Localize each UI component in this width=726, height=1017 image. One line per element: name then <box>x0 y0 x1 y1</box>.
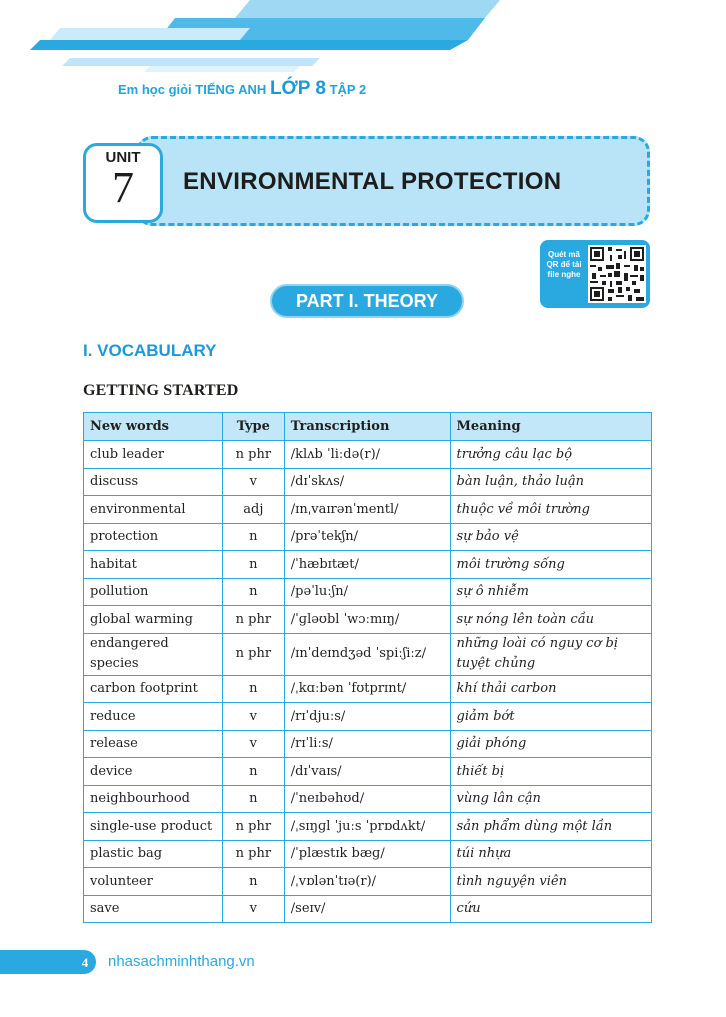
cell-word: neighbourhood <box>84 785 223 813</box>
cell-type: n <box>222 675 284 703</box>
header-stripes-decoration <box>0 0 726 90</box>
table-body <box>84 441 652 923</box>
cell-transcription: /rɪˈliːs/ <box>284 730 450 758</box>
cell-meaning: sự nóng lên toàn cầu <box>450 606 651 634</box>
cell-type: v <box>222 703 284 731</box>
cell-word: release <box>84 730 223 758</box>
header-type: Type <box>222 413 284 441</box>
cell-word: global warming <box>84 606 223 634</box>
book-prefix: Em học giỏi TIẾNG ANH <box>118 82 267 97</box>
header-new-words: New words <box>84 413 223 441</box>
table-row <box>84 578 652 606</box>
cell-word: single-use product <box>84 813 223 841</box>
sub-heading: GETTING STARTED <box>83 382 239 399</box>
unit-number-badge <box>83 143 163 223</box>
cell-transcription: /prəˈtekʃn/ <box>284 523 450 551</box>
cell-meaning: túi nhựa <box>450 840 651 868</box>
cell-type: v <box>222 468 284 496</box>
table-row <box>84 703 652 731</box>
cell-type: adj <box>222 496 284 524</box>
cell-transcription: /klʌb ˈliːdə(r)/ <box>284 441 450 469</box>
cell-type: n <box>222 578 284 606</box>
cell-meaning: khí thải carbon <box>450 675 651 703</box>
qr-code-icon[interactable] <box>588 245 646 303</box>
table-row <box>84 468 652 496</box>
part-title: PART I. THEORY <box>270 284 464 318</box>
table-row <box>84 785 652 813</box>
cell-type: v <box>222 730 284 758</box>
book-volume: TẬP 2 <box>329 82 367 97</box>
table-row <box>84 675 652 703</box>
cell-meaning: giảm bớt <box>450 703 651 731</box>
table-row <box>84 606 652 634</box>
cell-meaning: sản phẩm dùng một lần <box>450 813 651 841</box>
cell-word: carbon footprint <box>84 675 223 703</box>
cell-type: v <box>222 895 284 923</box>
cell-type: n <box>222 551 284 579</box>
cell-word: pollution <box>84 578 223 606</box>
cell-type: n phr <box>222 633 284 675</box>
cell-type: n phr <box>222 813 284 841</box>
header-transcription: Transcription <box>284 413 450 441</box>
unit-title: ENVIRONMENTAL PROTECTION <box>183 168 562 195</box>
book-series-title <box>118 78 366 100</box>
header-meaning: Meaning <box>450 413 651 441</box>
cell-transcription: /ˈhæbɪtæt/ <box>284 551 450 579</box>
cell-meaning: sự ô nhiễm <box>450 578 651 606</box>
cell-word: device <box>84 758 223 786</box>
cell-word: endangered species <box>84 633 223 675</box>
cell-meaning: thuộc về môi trường <box>450 496 651 524</box>
cell-meaning: cứu <box>450 895 651 923</box>
footer-website-link[interactable]: nhasachminhthang.vn <box>108 953 255 970</box>
cell-word: save <box>84 895 223 923</box>
cell-type: n phr <box>222 441 284 469</box>
cell-word: environmental <box>84 496 223 524</box>
cell-type: n <box>222 785 284 813</box>
cell-meaning: giải phóng <box>450 730 651 758</box>
cell-transcription: /rɪˈdjuːs/ <box>284 703 450 731</box>
section-heading: I. VOCABULARY <box>83 341 217 360</box>
cell-type: n phr <box>222 840 284 868</box>
cell-transcription: /seɪv/ <box>284 895 450 923</box>
table-row <box>84 730 652 758</box>
cell-transcription: /dɪˈvaɪs/ <box>284 758 450 786</box>
cell-meaning: tình nguyện viên <box>450 868 651 896</box>
table-row <box>84 523 652 551</box>
table-row <box>84 551 652 579</box>
cell-word: volunteer <box>84 868 223 896</box>
table-row <box>84 868 652 896</box>
cell-transcription: /ɪnˌvaɪrənˈmentl/ <box>284 496 450 524</box>
page-number: 4 <box>81 955 89 970</box>
cell-word: plastic bag <box>84 840 223 868</box>
cell-word: club leader <box>84 441 223 469</box>
cell-transcription: /pəˈluːʃn/ <box>284 578 450 606</box>
qr-download-box[interactable] <box>540 240 650 308</box>
cell-type: n <box>222 523 284 551</box>
cell-transcription: /ˌsɪŋɡl ˈjuːs ˈprɒdʌkt/ <box>284 813 450 841</box>
table-row <box>84 758 652 786</box>
cell-word: reduce <box>84 703 223 731</box>
cell-transcription: /ˌkɑːbən ˈfʊtprɪnt/ <box>284 675 450 703</box>
cell-type: n phr <box>222 606 284 634</box>
cell-transcription: /ˈɡləʊbl ˈwɔːmɪŋ/ <box>284 606 450 634</box>
table-row <box>84 441 652 469</box>
cell-transcription: /ˌvɒlənˈtɪə(r)/ <box>284 868 450 896</box>
cell-meaning: vùng lân cận <box>450 785 651 813</box>
cell-transcription: /ɪnˈdeɪndʒəd ˈspiːʃiːz/ <box>284 633 450 675</box>
cell-word: habitat <box>84 551 223 579</box>
cell-transcription: /ˈplæstɪk bæɡ/ <box>284 840 450 868</box>
cell-type: n <box>222 758 284 786</box>
cell-meaning: những loài có nguy cơ bị tuyệt chủng <box>450 633 651 675</box>
cell-meaning: thiết bị <box>450 758 651 786</box>
table-header-row <box>84 413 652 441</box>
qr-label: Quét mã QR để tải file nghe <box>546 250 582 279</box>
cell-type: n <box>222 868 284 896</box>
table-row <box>84 633 652 675</box>
cell-meaning: bàn luận, thảo luận <box>450 468 651 496</box>
cell-meaning: trưởng câu lạc bộ <box>450 441 651 469</box>
cell-word: protection <box>84 523 223 551</box>
book-grade: LỚP 8 <box>269 78 326 99</box>
cell-word: discuss <box>84 468 223 496</box>
cell-meaning: sự bảo vệ <box>450 523 651 551</box>
table-row <box>84 496 652 524</box>
table-row <box>84 895 652 923</box>
cell-meaning: môi trường sống <box>450 551 651 579</box>
cell-transcription: /dɪˈskʌs/ <box>284 468 450 496</box>
table-row <box>84 840 652 868</box>
vocabulary-table <box>83 412 652 923</box>
unit-label: UNIT <box>105 149 141 166</box>
cell-transcription: /ˈneɪbəhʊd/ <box>284 785 450 813</box>
table-row <box>84 813 652 841</box>
unit-number: 7 <box>112 163 134 212</box>
